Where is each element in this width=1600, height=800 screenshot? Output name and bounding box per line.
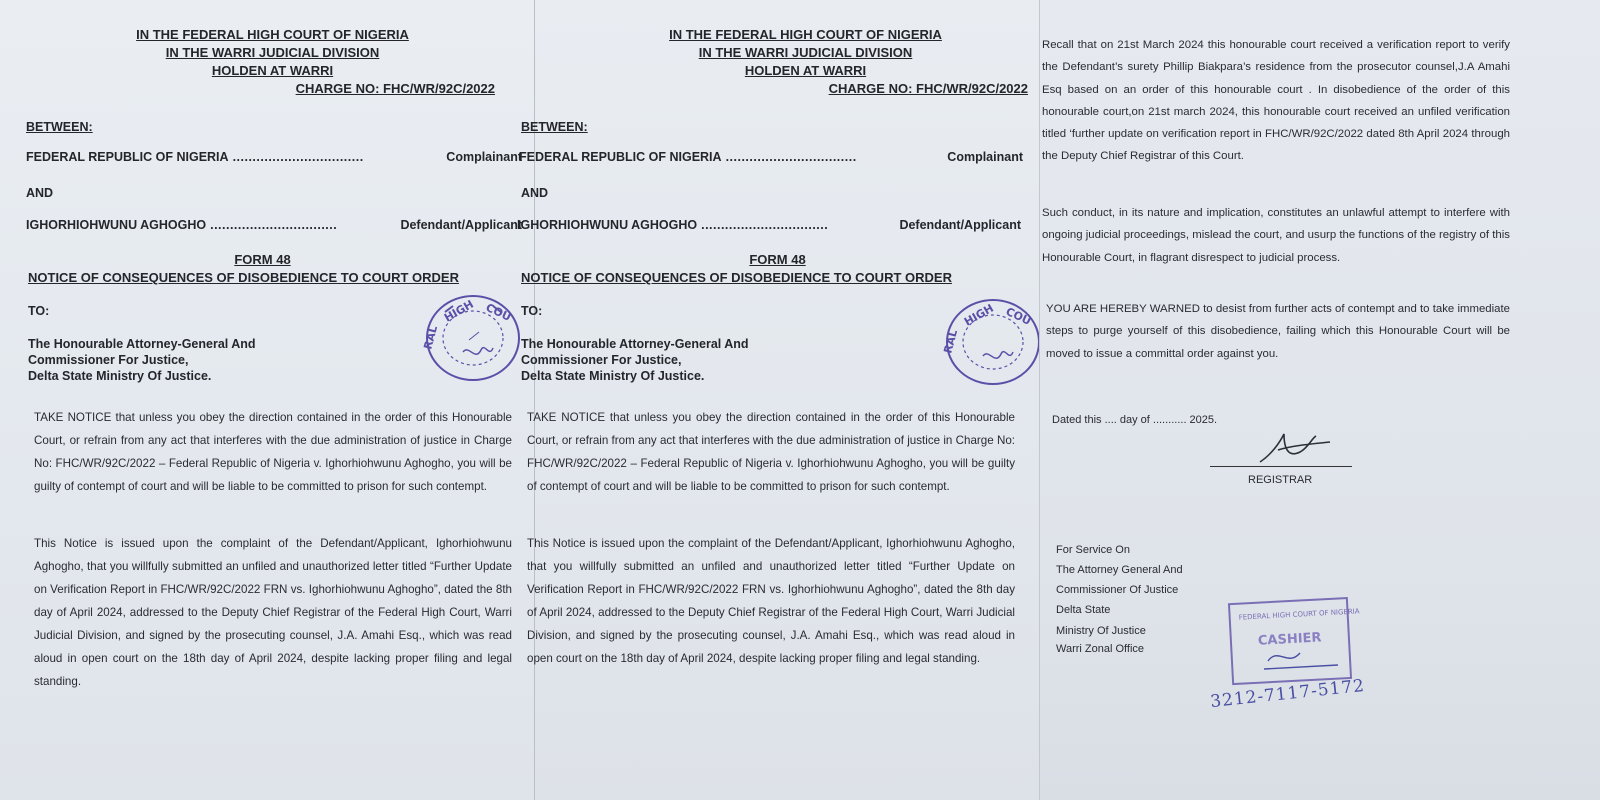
issued-paragraph-2: This Notice is issued upon the complaint of the Defendant/Applicant, Ighorhiohwunu Aghogho, that you willfully submitted an unfiled and unauthorized letter titled “Further Update on Verification Report in FHC/WR/92C/2022 FRN vs. Ighorhiohwunu Aghogho”, dated the 8th day of April 2024, addressed to the Deputy Chief Registrar of the Federal High Court, Warri Judicial Division, and signed by the prosecuting counsel, J.A. Amahi Esq., which was read aloud in open court on the 18th day of April 2024, despite lacking proper filing and legal standing. [527, 537, 1015, 665]
issued-paragraph: This Notice is issued upon the complaint of the Defendant/Applicant, Ighorhiohwunu Aghogho, that you willfully submitted an unfiled and unauthorized letter titled “Further Update on Verification Report in FHC/WR/92C/2022 FRN vs. Ighorhiohwunu Aghogho”, dated the 8th day of April 2024, addressed to the Deputy Chief Registrar of the Federal High Court, Warri Judicial Division, and signed by the prosecuting counsel, J.A. Amahi Esq., which was read aloud in open court on the 18th day of April 2024, despite lacking proper filing and legal standing. [34, 537, 512, 688]
service-line-2: The Attorney General And [1056, 564, 1183, 576]
defendant-role-2: Defendant/Applicant [899, 218, 1021, 232]
svg-text:CASHIER: CASHIER [1257, 630, 1322, 649]
between-label-2: BETWEEN: [521, 120, 588, 134]
svg-text:HIGH: HIGH [442, 297, 476, 325]
and-label: AND [26, 186, 54, 200]
charge-number: CHARGE NO: FHC/WR/92C/2022 [295, 81, 495, 96]
addressee-line-2-2: Commissioner For Justice, [521, 353, 682, 367]
court-name: IN THE FEDERAL HIGH COURT OF NIGERIA [136, 27, 409, 42]
defendant-dots-2: ................................ [701, 218, 829, 232]
defendant-name-2: IGHORHIOHWUNU AGHOGHO [517, 218, 698, 232]
defendant-role: Defendant/Applicant [400, 218, 522, 232]
take-notice-paragraph-2: TAKE NOTICE that unless you obey the direction contained in the order of this Honourable Court, or refrain from any act that interferes with the due administration of justice in Charge No: FHC/WR/92C/2022 – Federal Republic of Nigeria v. Ighorhiohwunu Aghogho, you will be guilty of contempt of court and will be liable to be committed to prison for such contempt. [527, 411, 1015, 493]
registrar-signature [1250, 428, 1340, 468]
and-label-2: AND [521, 186, 549, 200]
addressee-line-3-2: Delta State Ministry Of Justice. [521, 369, 705, 383]
form-number: FORM 48 [234, 252, 291, 267]
warned-paragraph: YOU ARE HEREBY WARNED to desist from further acts of contempt and to take immediate steps to purge yourself of this disobedience, failing which this Honourable Court will be moved to issue a committal order against you. [1046, 303, 1510, 360]
addressee-block [28, 336, 256, 384]
court-name-2: IN THE FEDERAL HIGH COURT OF NIGERIA [669, 27, 942, 42]
charge-number-2: CHARGE NO: FHC/WR/92C/2022 [828, 81, 1028, 96]
defendant-dots: ................................ [210, 218, 338, 232]
svg-text:RAL: RAL [941, 328, 961, 355]
complainant-role: Complainant [446, 150, 522, 164]
complainant-role-2: Complainant [947, 150, 1023, 164]
between-label: BETWEEN: [26, 120, 93, 134]
addressee-line-3: Delta State Ministry Of Justice. [28, 369, 212, 383]
notice-title-2: NOTICE OF CONSEQUENCES OF DISOBEDIENCE TO COURT ORDER [521, 270, 952, 285]
complainant-dots: ................................. [232, 150, 364, 164]
service-line-4: Delta State [1056, 604, 1111, 616]
service-block [1056, 540, 1183, 620]
defendant-line [26, 218, 522, 232]
signature-line [1210, 466, 1352, 467]
complainant-name-2: FEDERAL REPUBLIC OF NIGERIA [519, 150, 722, 164]
service-line-1: For Service On [1056, 544, 1130, 556]
notice-title: NOTICE OF CONSEQUENCES OF DISOBEDIENCE TO COURT ORDER [28, 270, 459, 285]
defendant-name: IGHORHIOHWUNU AGHOGHO [26, 218, 207, 232]
svg-text:FEDERAL HIGH COURT OF NIGERIA: FEDERAL HIGH COURT OF NIGERIA [1238, 607, 1360, 622]
conduct-paragraph: Such conduct, in its nature and implication, constitutes an unlawful attempt to interfere with ongoing judicial proceedings, mislead the court, and usurp the functions of the registry of this Honourable Court, in flagrant disrespect to judicial process. [1042, 207, 1510, 264]
service-line-3: Commissioner Of Justice [1056, 584, 1179, 596]
court-seal-stamp [423, 292, 523, 384]
complainant-line [26, 150, 522, 164]
ministry-line-2: Warri Zonal Office [1056, 643, 1145, 655]
document-page-2 [517, 0, 1040, 800]
addressee-line-1: The Honourable Attorney-General And [28, 337, 256, 351]
complainant-dots-2: ................................. [725, 150, 857, 164]
svg-text:HIGH: HIGH [962, 301, 996, 329]
svg-text:RAL: RAL [421, 324, 441, 351]
document-page-1 [0, 0, 535, 800]
handwritten-number: 3212-7117-5172 [1209, 675, 1366, 713]
complainant-line-2 [519, 150, 1023, 164]
court-division: IN THE WARRI JUDICIAL DIVISION [165, 45, 380, 60]
defendant-line-2 [517, 218, 1021, 232]
court-header [0, 26, 525, 98]
court-seal-stamp-2 [943, 296, 1043, 388]
to-label-2: TO: [521, 304, 543, 318]
ministry-block [1056, 622, 1146, 658]
svg-text:COU: COU [1003, 304, 1034, 328]
court-division-2: IN THE WARRI JUDICIAL DIVISION [698, 45, 913, 60]
addressee-line-1-2: The Honourable Attorney-General And [521, 337, 749, 351]
court-holden: HOLDEN AT WARRI [211, 63, 334, 78]
registrar-label: REGISTRAR [1248, 474, 1313, 486]
court-header-2 [533, 26, 1058, 98]
recall-paragraph: Recall that on 21st March 2024 this honourable court received a verification report to verify the Defendant’s surety Phillip Biakpara’s residence from the prosecutor counsel,J.A Amahi Esq based on an order of this honourable court . In disobedience of the order of this honourable court,on 21st march 2024, this honourable court received an unfiled verification titled ‘further update on verification report in FHC/WR/92C/2022 dated 8th April 2024 through the Deputy Chief Registrar of this Court. [1042, 39, 1510, 163]
ministry-line-1: Ministry Of Justice [1056, 625, 1146, 637]
addressee-block-2 [521, 336, 749, 384]
addressee-line-2: Commissioner For Justice, [28, 353, 189, 367]
court-holden-2: HOLDEN AT WARRI [744, 63, 867, 78]
svg-text:COU: COU [483, 300, 514, 324]
form-number-2: FORM 48 [749, 252, 806, 267]
take-notice-paragraph: TAKE NOTICE that unless you obey the direction contained in the order of this Honourable Court, or refrain from any act that interferes with the due administration of justice in Charge No: FHC/WR/92C/2022 – Federal Republic of Nigeria v. Ighorhiohwunu Aghogho, you will be guilty of contempt of court and will be liable to be committed to prison for such contempt. [34, 411, 512, 493]
cashier-stamp [1228, 595, 1360, 687]
dated-line: Dated this .... day of ........... 2025. [1052, 414, 1218, 426]
to-label: TO: [28, 304, 50, 318]
complainant-name: FEDERAL REPUBLIC OF NIGERIA [26, 150, 229, 164]
